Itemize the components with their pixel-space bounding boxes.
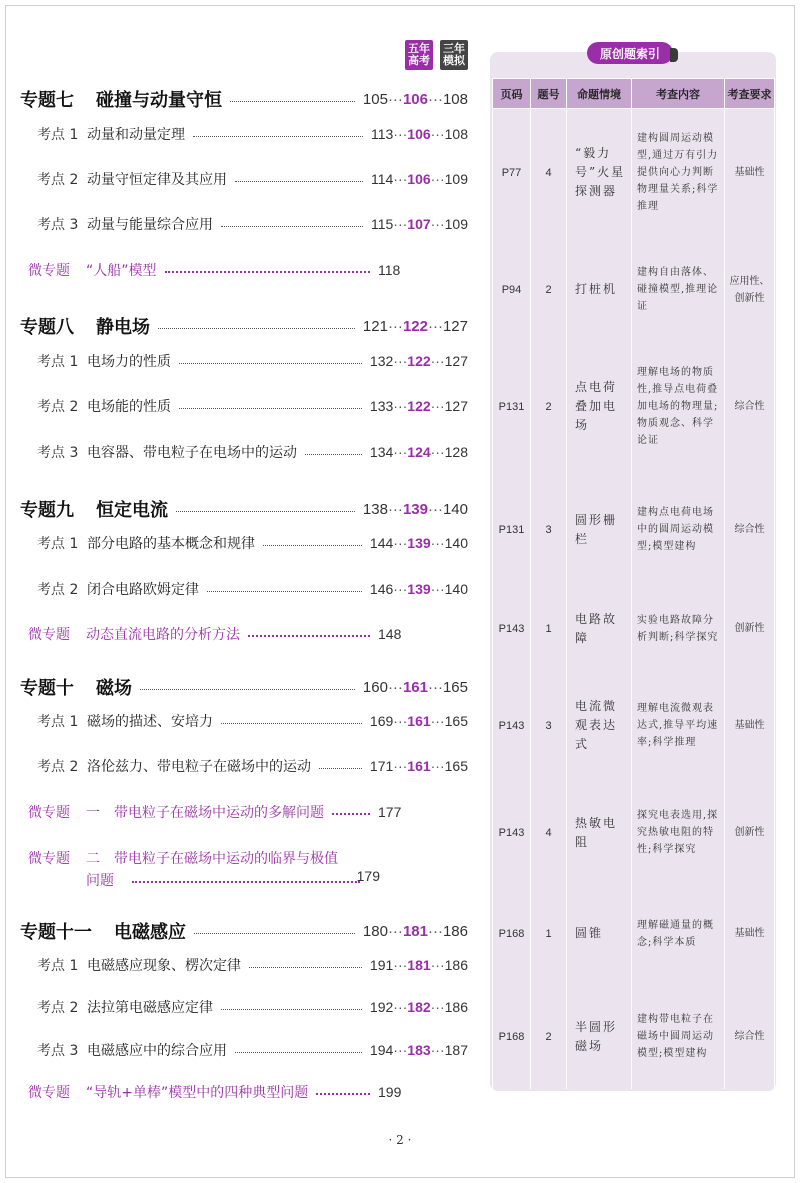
cell-number: 1 [531, 883, 567, 985]
badge-line: 五年 [408, 42, 430, 55]
leader-dots [221, 226, 363, 227]
point-title: 磁场的描述、安培力 [87, 714, 213, 730]
page-refs: 179 [356, 868, 380, 884]
table-row[interactable] [493, 985, 775, 1089]
leader-dots [193, 136, 363, 137]
point-number: 考点 2 [37, 1000, 79, 1016]
cell-requirement: 基础性 [725, 669, 775, 783]
table-row[interactable] [493, 237, 775, 343]
cell-page: P168 [493, 985, 531, 1089]
leader-dots [221, 1009, 362, 1010]
badge-line: 高考 [408, 54, 430, 67]
toc-point[interactable] [37, 442, 468, 462]
topic-number: 专题九 [20, 500, 74, 521]
page-refs: 115···107···109 [370, 216, 468, 232]
table-row[interactable] [493, 669, 775, 783]
cell-content: 建构圆周运动模型,通过万有引力提供向心力判断物理量关系;科学推理 [632, 109, 725, 237]
micro-label: 微专题 [28, 627, 70, 643]
point-title: 电场力的性质 [87, 354, 171, 370]
topic-title: 静电场 [96, 317, 150, 338]
cell-requirement: 综合性 [725, 343, 775, 471]
point-number: 考点 2 [37, 399, 79, 415]
cell-number: 3 [531, 669, 567, 783]
leader-dots [158, 328, 355, 329]
page-refs: 144···139···140 [369, 535, 468, 551]
toc-point[interactable] [37, 396, 468, 416]
table-row[interactable] [493, 343, 775, 471]
cell-requirement: 应用性、创新性 [725, 237, 775, 343]
point-title: 法拉第电磁感应定律 [87, 1000, 213, 1016]
cell-number: 3 [531, 471, 567, 589]
cell-requirement: 创新性 [725, 589, 775, 669]
badge-three-year-mock [440, 40, 468, 70]
topic-number: 专题七 [20, 90, 74, 111]
tab-edge-decoration [670, 48, 678, 62]
cell-context: 电流微观表达式 [567, 669, 632, 783]
badge-five-year-exam [405, 40, 433, 70]
page-refs: 113···106···108 [370, 126, 468, 142]
point-title: 部分电路的基本概念和规律 [87, 536, 255, 552]
cell-context: 热敏电阻 [567, 783, 632, 883]
toc-topic[interactable] [20, 674, 468, 700]
cell-page: P131 [493, 471, 531, 589]
toc-point[interactable] [37, 351, 468, 371]
cell-content: 建构自由落体、碰撞模型,推理论证 [632, 237, 725, 343]
point-number: 考点 2 [37, 759, 79, 775]
toc-point[interactable] [37, 533, 468, 553]
micro-title: 动态直流电路的分析方法 [86, 627, 240, 643]
point-number: 考点 1 [37, 958, 79, 974]
col-number: 题号 [531, 79, 567, 109]
cell-page: P143 [493, 589, 531, 669]
toc-point[interactable] [37, 955, 468, 975]
toc-point[interactable] [37, 169, 468, 189]
topic-title: 电磁感应 [114, 922, 186, 943]
cell-content: 理解电场的物质性,推导点电荷叠加电场的物理量;物质观念、科学论证 [632, 343, 725, 471]
cell-content: 理解电流微观表达式,推导平均速率;科学推理 [632, 669, 725, 783]
leader-dots [221, 723, 362, 724]
page-refs: 132···122···127 [369, 353, 468, 369]
micro-title: 一 带电粒子在磁场中运动的多解问题 [86, 805, 324, 821]
cell-number: 1 [531, 589, 567, 669]
index-panel-tab: 原创题索引 [587, 42, 673, 64]
topic-number: 专题十 [20, 678, 74, 699]
cell-requirement: 综合性 [725, 985, 775, 1089]
micro-title-continued: 问题 [86, 873, 114, 889]
leader-dots [179, 363, 362, 364]
leader-dots [248, 635, 370, 637]
leader-dots [305, 454, 362, 455]
cell-number: 2 [531, 237, 567, 343]
cell-context: 打桩机 [567, 237, 632, 343]
point-title: 电容器、带电粒子在电场中的运动 [87, 445, 297, 461]
cell-content: 探究电表选用,探究热敏电阻的特性;科学探究 [632, 783, 725, 883]
topic-title: 碰撞与动量守恒 [96, 90, 222, 111]
toc-point[interactable] [37, 214, 468, 234]
page-refs: 146···139···140 [369, 581, 468, 597]
micro-label: 微专题 [28, 851, 70, 867]
leader-dots [176, 511, 355, 512]
leader-dots [249, 967, 362, 968]
point-title: 动量守恒定律及其应用 [87, 172, 227, 188]
cell-number: 4 [531, 109, 567, 237]
toc-micro-topic[interactable] [28, 802, 468, 822]
micro-title: “导轨+单棒”模型中的四种典型问题 [86, 1085, 309, 1101]
toc-point[interactable] [37, 124, 468, 144]
cell-requirement: 创新性 [725, 783, 775, 883]
point-title: 电磁感应中的综合应用 [87, 1043, 227, 1059]
cell-context: 圆锥 [567, 883, 632, 985]
cell-number: 2 [531, 343, 567, 471]
leader-dots [263, 545, 362, 546]
point-number: 考点 3 [37, 1043, 79, 1059]
micro-title: 二 带电粒子在磁场中运动的临界与极值 [86, 851, 338, 867]
cell-page: P94 [493, 237, 531, 343]
table-row[interactable] [493, 109, 775, 237]
topic-number: 专题八 [20, 317, 74, 338]
cell-context: 圆形栅栏 [567, 471, 632, 589]
page-refs: 199 [378, 1084, 402, 1100]
point-number: 考点 1 [37, 354, 79, 370]
topic-number: 专题十一 [20, 922, 92, 943]
leader-dots [316, 1093, 370, 1095]
page-refs: 192···182···186 [369, 999, 468, 1015]
leader-dots [207, 591, 362, 592]
topic-title: 磁场 [96, 678, 132, 699]
page-refs: 118 [378, 262, 401, 278]
cell-context: 半圆形磁场 [567, 985, 632, 1089]
point-number: 考点 3 [37, 217, 79, 233]
page-refs: 114···106···109 [370, 171, 468, 187]
toc-micro-topic[interactable] [28, 260, 468, 280]
leader-dots [165, 271, 370, 273]
toc-point[interactable] [37, 756, 468, 776]
table-row[interactable] [493, 589, 775, 669]
page-refs: 138···139···140 [362, 500, 468, 518]
point-number: 考点 2 [37, 172, 79, 188]
cell-content: 实验电路故障分析判断;科学探究 [632, 589, 725, 669]
point-number: 考点 1 [37, 127, 79, 143]
toc-topic[interactable] [20, 496, 468, 522]
page-refs: 134···124···128 [369, 444, 468, 460]
point-title: 动量与能量综合应用 [87, 217, 213, 233]
page-refs: 133···122···127 [369, 398, 468, 414]
toc-point[interactable] [37, 997, 468, 1017]
page-refs: 160···161···165 [362, 678, 468, 696]
page-refs: 171···161···165 [369, 758, 468, 774]
table-row[interactable] [493, 783, 775, 883]
page-refs: 148 [378, 626, 402, 642]
cell-content: 理解磁通量的概念;科学本质 [632, 883, 725, 985]
point-title: 动量和动量定理 [87, 127, 185, 143]
page-refs: 180···181···186 [362, 922, 468, 940]
point-title: 电磁感应现象、楞次定律 [87, 958, 241, 974]
badge-line: 模拟 [443, 54, 465, 67]
col-content: 考查内容 [632, 79, 725, 109]
badge-line: 三年 [443, 42, 465, 55]
table-row[interactable] [493, 471, 775, 589]
point-title: 电场能的性质 [87, 399, 171, 415]
point-title: 闭合电路欧姆定律 [87, 582, 199, 598]
leader-dots [230, 101, 355, 102]
page-refs: 105···106···108 [362, 90, 468, 108]
toc-point[interactable] [37, 711, 468, 731]
point-number: 考点 1 [37, 714, 79, 730]
cell-content: 建构带电粒子在磁场中圆周运动模型;模型建构 [632, 985, 725, 1089]
cell-requirement: 基础性 [725, 109, 775, 237]
page-refs: 194···183···187 [369, 1042, 468, 1058]
cell-number: 2 [531, 985, 567, 1089]
cell-requirement: 基础性 [725, 883, 775, 985]
micro-label: 微专题 [28, 805, 70, 821]
leader-dots [235, 181, 363, 182]
page-refs: 169···161···165 [369, 713, 468, 729]
point-number: 考点 2 [37, 582, 79, 598]
toc-micro-topic[interactable] [28, 1082, 468, 1102]
page-number: · 2 · [388, 1133, 412, 1147]
leader-dots [319, 768, 362, 769]
point-number: 考点 3 [37, 445, 79, 461]
cell-page: P131 [493, 343, 531, 471]
toc-topic[interactable] [20, 86, 468, 112]
column-badges [405, 40, 468, 70]
cell-page: P77 [493, 109, 531, 237]
leader-dots [179, 408, 362, 409]
table-row[interactable] [493, 883, 775, 985]
index-header-row [493, 79, 775, 109]
toc-micro-topic[interactable] [28, 624, 468, 644]
page-refs: 177 [378, 804, 402, 820]
micro-label: 微专题 [28, 1085, 70, 1101]
point-title: 洛伦兹力、带电粒子在磁场中的运动 [87, 759, 311, 775]
toc-micro-topic[interactable] [28, 848, 468, 894]
topic-title: 恒定电流 [96, 500, 168, 521]
leader-dots [194, 933, 355, 934]
point-number: 考点 1 [37, 536, 79, 552]
cell-page: P168 [493, 883, 531, 985]
toc-point[interactable] [37, 1040, 468, 1060]
toc-topic[interactable] [20, 313, 468, 339]
col-context: 命题情境 [567, 79, 632, 109]
cell-number: 4 [531, 783, 567, 883]
col-requirement: 考查要求 [725, 79, 775, 109]
index-table [492, 78, 775, 1089]
micro-label: 微专题 [28, 263, 70, 279]
toc-topic[interactable] [20, 918, 468, 944]
cell-context: 点电荷叠加电场 [567, 343, 632, 471]
cell-content: 建构点电荷电场中的圆周运动模型;模型建构 [632, 471, 725, 589]
leader-dots [332, 813, 370, 815]
cell-requirement: 综合性 [725, 471, 775, 589]
leader-dots [140, 689, 355, 690]
toc-point[interactable] [37, 579, 468, 599]
page-refs: 191···181···186 [369, 957, 468, 973]
page-refs: 121···122···127 [362, 317, 468, 335]
leader-dots [132, 881, 360, 883]
cell-page: P143 [493, 669, 531, 783]
cell-page: P143 [493, 783, 531, 883]
cell-context: 电路故障 [567, 589, 632, 669]
leader-dots [235, 1052, 362, 1053]
col-page: 页码 [493, 79, 531, 109]
micro-title: “人船”模型 [86, 263, 157, 279]
cell-context: “毅力号”火星探测器 [567, 109, 632, 237]
